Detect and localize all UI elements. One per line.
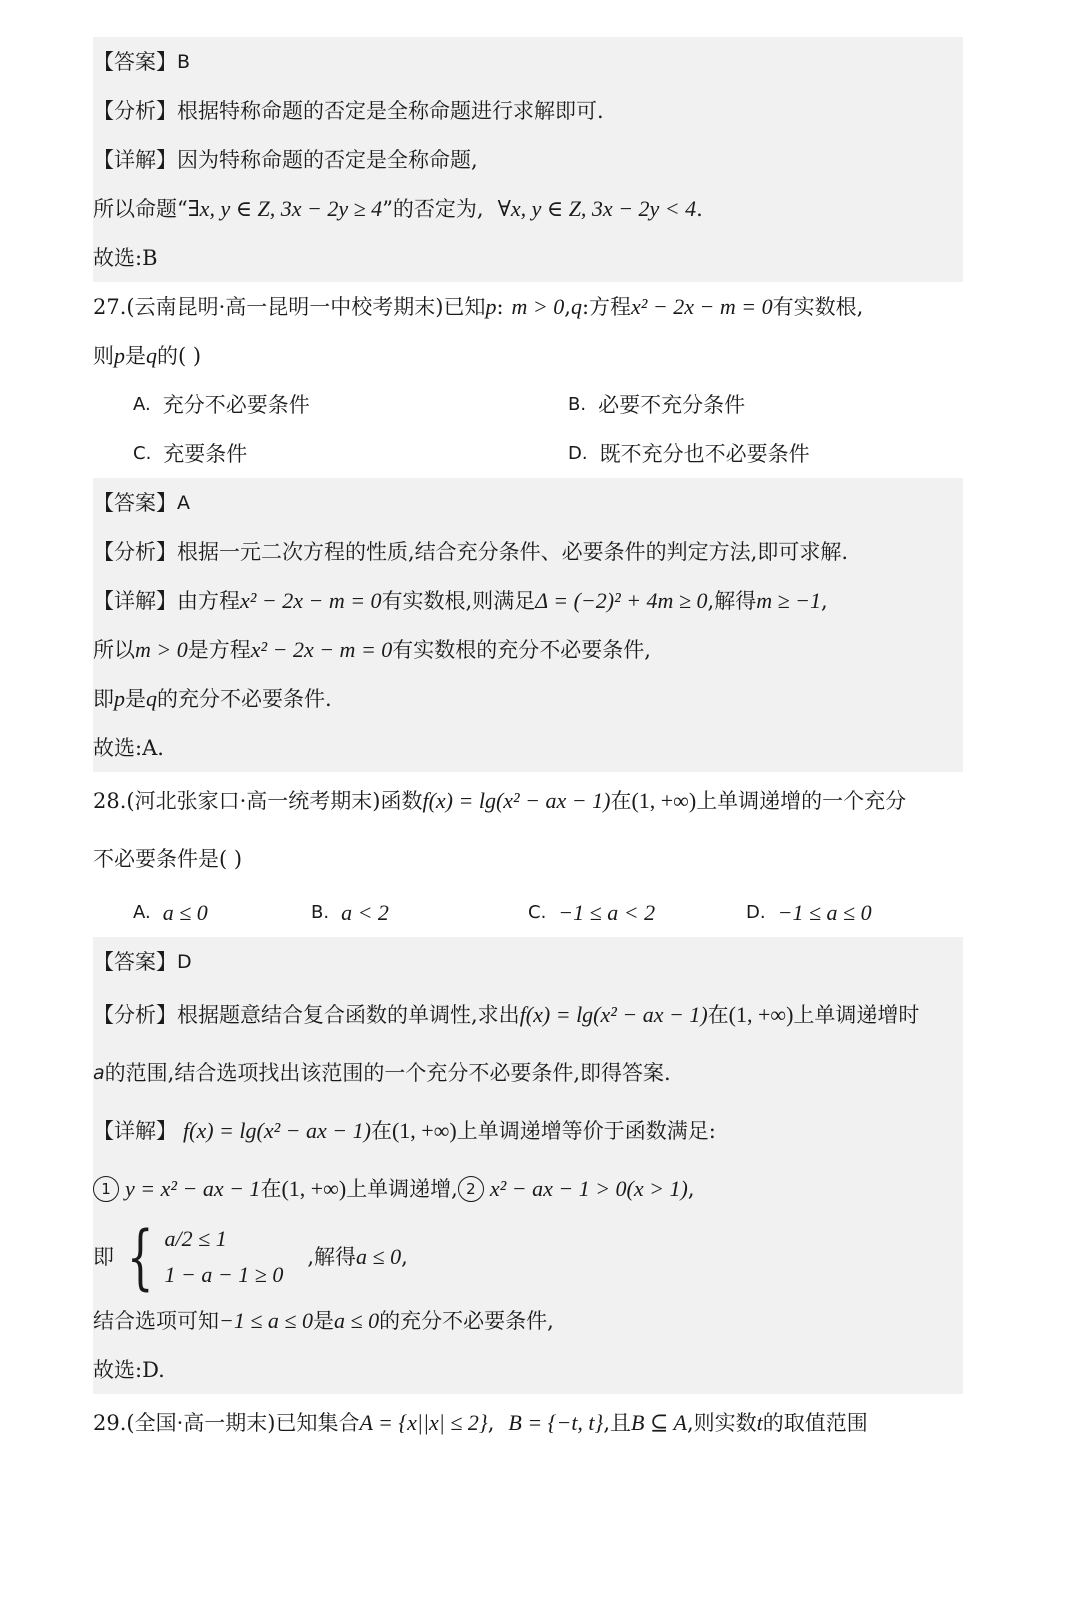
q28-analysis-line1: [93, 986, 963, 1044]
option-a: [93, 393, 568, 417]
math-t: t: [756, 1410, 763, 1435]
math-interval: (1, +∞): [281, 1176, 347, 1201]
q27-stem-line1: [93, 282, 963, 331]
circled-number-icon: 2: [458, 1176, 484, 1202]
detail-text: ,: [687, 1177, 695, 1201]
option-letter: B.: [311, 901, 330, 923]
question-stem: ,则实数: [686, 1411, 757, 1435]
q26-analysis-line: [93, 86, 963, 135]
detail-text: 上单调递增,: [346, 1177, 458, 1201]
system-row: 1 − a − 1 ≥ 0: [164, 1262, 284, 1287]
analysis-text: 上单调递增时: [793, 1003, 920, 1027]
math-p: p: [485, 293, 497, 319]
math-condition: y = x² − ax − 1: [125, 1176, 261, 1201]
q28-solution-block: [93, 937, 963, 1394]
q28-system-line: [93, 1218, 963, 1296]
math-function: f(x) = lg(x² − ax − 1): [422, 788, 611, 813]
math-equation: x² − 2x − m = 0: [240, 587, 382, 613]
q27-answer-line: [93, 478, 963, 527]
detail-text: 在: [260, 1177, 282, 1201]
choose-text: 故选:A.: [93, 735, 164, 760]
option-text: −1 ≤ a ≤ 0: [777, 899, 872, 925]
q27-detail-line3: [93, 674, 963, 723]
circled-number-icon: 1: [93, 1176, 119, 1202]
option-letter: D.: [568, 442, 588, 464]
answer-label: 【答案】: [93, 490, 177, 515]
answer-label: 【答案】: [93, 949, 177, 974]
answer-value: B: [177, 50, 191, 73]
detail-text: 由方程: [177, 588, 240, 613]
detail-text: .: [696, 196, 703, 221]
q27-options-row1: [93, 380, 963, 429]
option-text: a ≤ 0: [162, 899, 208, 925]
question-stem: :方程: [581, 294, 632, 319]
detail-text: 所以: [93, 637, 135, 662]
math-p-condition: m > 0: [511, 293, 565, 319]
question-stem: 的取值范围: [762, 1411, 868, 1435]
detail-text: 所以命题“: [93, 196, 188, 221]
question-stem: 28.(河北张家口·高一统考期末)函数: [93, 789, 423, 813]
detail-text: 的充分不必要条件.: [157, 686, 332, 711]
detail-label: 【详解】: [93, 588, 177, 613]
detail-text: 结合选项可知: [93, 1308, 219, 1333]
math-p: p: [114, 342, 125, 368]
detail-text: 有实数根,则满足: [381, 588, 536, 613]
option-letter: B.: [568, 393, 587, 415]
q28-answer-line: [93, 937, 963, 986]
option-letter: C.: [133, 442, 152, 464]
math-condition: a ≤ 0: [334, 1307, 380, 1333]
question-stem: 的( ): [157, 343, 202, 368]
math-condition: −1 ≤ a ≤ 0: [219, 1307, 313, 1333]
q29-stem-line1: [93, 1394, 963, 1452]
option-text: 必要不充分条件: [598, 392, 746, 417]
detail-text: ,解得: [707, 588, 757, 613]
q28-analysis-line2: [93, 1044, 963, 1102]
math-subset: B ⊆ A: [631, 1410, 687, 1435]
detail-label: 【详解】: [93, 147, 177, 172]
question-stem: 有实数根,: [772, 294, 864, 319]
document-page: [93, 37, 963, 1452]
math-condition: m > 0: [135, 636, 188, 662]
detail-text: 有实数根的充分不必要条件,: [392, 637, 651, 662]
system-row: a/2 ≤ 1: [164, 1226, 227, 1251]
equation-system: [118, 1216, 284, 1298]
q27-solution-block: [93, 478, 963, 772]
question-stem: :: [496, 294, 504, 319]
analysis-label: 【分析】: [93, 539, 177, 564]
option-letter: A.: [133, 393, 151, 415]
math-equation: x² − 2x − m = 0: [250, 636, 393, 662]
q28-choose-line: [93, 1345, 963, 1394]
q28-conclusion-line: [93, 1296, 963, 1345]
option-d: [746, 901, 872, 925]
math-negation: ∀x, y ∈ Z, 3x − 2y < 4: [497, 195, 697, 221]
math-q: q: [570, 293, 582, 319]
analysis-label: 【分析】: [93, 1003, 177, 1027]
option-text: −1 ≤ a < 2: [558, 899, 656, 925]
analysis-text: 根据一元二次方程的性质,结合充分条件、必要条件的判定方法,即可求解.: [177, 539, 849, 564]
question-stem: 是: [125, 343, 146, 368]
option-letter: D.: [746, 901, 766, 923]
q28-stem-line2: [93, 830, 963, 888]
math-interval: (1, +∞): [631, 788, 697, 813]
q26-choose-line: [93, 233, 963, 282]
math-set-b: B = {−t, t}: [508, 1410, 604, 1435]
option-c: [528, 901, 746, 925]
math-interval: (1, +∞): [391, 1118, 457, 1143]
brace-icon: {: [126, 1216, 154, 1298]
analysis-text: 根据特称命题的否定是全称命题进行求解即可.: [177, 98, 604, 123]
q28-options-row: [93, 888, 963, 937]
analysis-text: 的范围,结合选项找出该范围的一个充分不必要条件,即得答案.: [104, 1061, 671, 1085]
system-rows: [165, 1221, 284, 1293]
math-set-a: A = {x||x| ≤ 2}: [359, 1410, 488, 1435]
q27-analysis-line: [93, 527, 963, 576]
answer-label: 【答案】: [93, 49, 177, 74]
analysis-label: 【分析】: [93, 98, 177, 123]
choose-text: 故选:D.: [93, 1357, 165, 1382]
detail-text: 即: [93, 686, 114, 711]
detail-text: 在: [370, 1119, 392, 1143]
detail-text: ”的否定为,: [382, 196, 484, 221]
question-stem: 29.(全国·高一期末)已知集合: [93, 1411, 360, 1435]
choose-text: 故选:B: [93, 245, 158, 270]
math-result: a ≤ 0: [356, 1244, 402, 1269]
q28-detail-line1: [93, 1102, 963, 1160]
question-stem: ,: [487, 1411, 495, 1435]
analysis-text: 根据题意结合复合函数的单调性,求出: [177, 1003, 520, 1027]
answer-value: A: [177, 491, 190, 514]
math-discriminant: Δ = (−2)² + 4m ≥ 0: [535, 587, 708, 613]
option-text: 既不充分也不必要条件: [599, 441, 810, 466]
option-b: [568, 393, 745, 417]
detail-text: ,: [401, 1245, 408, 1269]
q26-detail-line2: [93, 184, 963, 233]
q28-stem-line1: [93, 772, 963, 830]
question-stem: 在: [610, 789, 632, 813]
q27-choose-line: [93, 723, 963, 772]
math-q: q: [146, 685, 157, 711]
math-condition: x² − ax − 1 > 0(x > 1): [489, 1176, 688, 1201]
question-stem: 不必要条件是( ): [93, 847, 243, 871]
q26-answer-line: [93, 37, 963, 86]
q27-detail-line1: [93, 576, 963, 625]
detail-text: 是: [125, 686, 146, 711]
math-result: m ≥ −1: [756, 587, 822, 613]
question-stem: 上单调递增的一个充分: [696, 789, 907, 813]
math-p: p: [114, 685, 125, 711]
q27-detail-line2: [93, 625, 963, 674]
detail-text: 的充分不必要条件,: [379, 1308, 554, 1333]
q27-options-row2: [93, 429, 963, 478]
question-stem: 则: [93, 343, 114, 368]
q28-detail-line2: [93, 1160, 963, 1218]
option-text: 充要条件: [163, 441, 248, 466]
analysis-text: 在: [707, 1003, 729, 1027]
option-b: [311, 901, 528, 925]
math-function: f(x) = lg(x² − ax − 1): [519, 1002, 708, 1027]
q26-detail-line1: [93, 135, 963, 184]
detail-text: 因为特称命题的否定是全称命题,: [177, 147, 478, 172]
option-letter: A.: [133, 901, 151, 923]
answer-value: D: [177, 950, 192, 973]
option-d: [568, 442, 810, 466]
question-stem: 27.(云南昆明·高一昆明一中校考期末)已知: [93, 294, 486, 319]
option-text: 充分不必要条件: [162, 392, 310, 417]
detail-text: ,: [821, 588, 828, 613]
detail-text: ,解得: [307, 1245, 356, 1269]
math-var-a: a: [93, 1062, 105, 1084]
math-interval: (1, +∞): [728, 1002, 794, 1027]
option-a: [93, 901, 311, 925]
detail-text: 是: [313, 1308, 334, 1333]
math-function: f(x) = lg(x² − ax − 1): [183, 1118, 371, 1143]
math-equation: x² − 2x − m = 0: [631, 293, 773, 319]
math-q: q: [146, 342, 157, 368]
detail-text: 即: [93, 1245, 114, 1269]
option-c: [93, 442, 568, 466]
detail-label: 【详解】: [93, 1119, 177, 1143]
detail-text: 上单调递增等价于函数满足:: [456, 1119, 716, 1143]
q26-solution-block: [93, 37, 963, 282]
question-stem: ,: [564, 294, 571, 319]
math-proposition: ∃x, y ∈ Z, 3x − 2y ≥ 4: [187, 195, 383, 221]
question-stem: ,且: [603, 1411, 632, 1435]
q27-stem-line2: [93, 331, 963, 380]
detail-text: 是方程: [187, 637, 251, 662]
option-text: a < 2: [341, 899, 389, 925]
option-letter: C.: [528, 901, 547, 923]
